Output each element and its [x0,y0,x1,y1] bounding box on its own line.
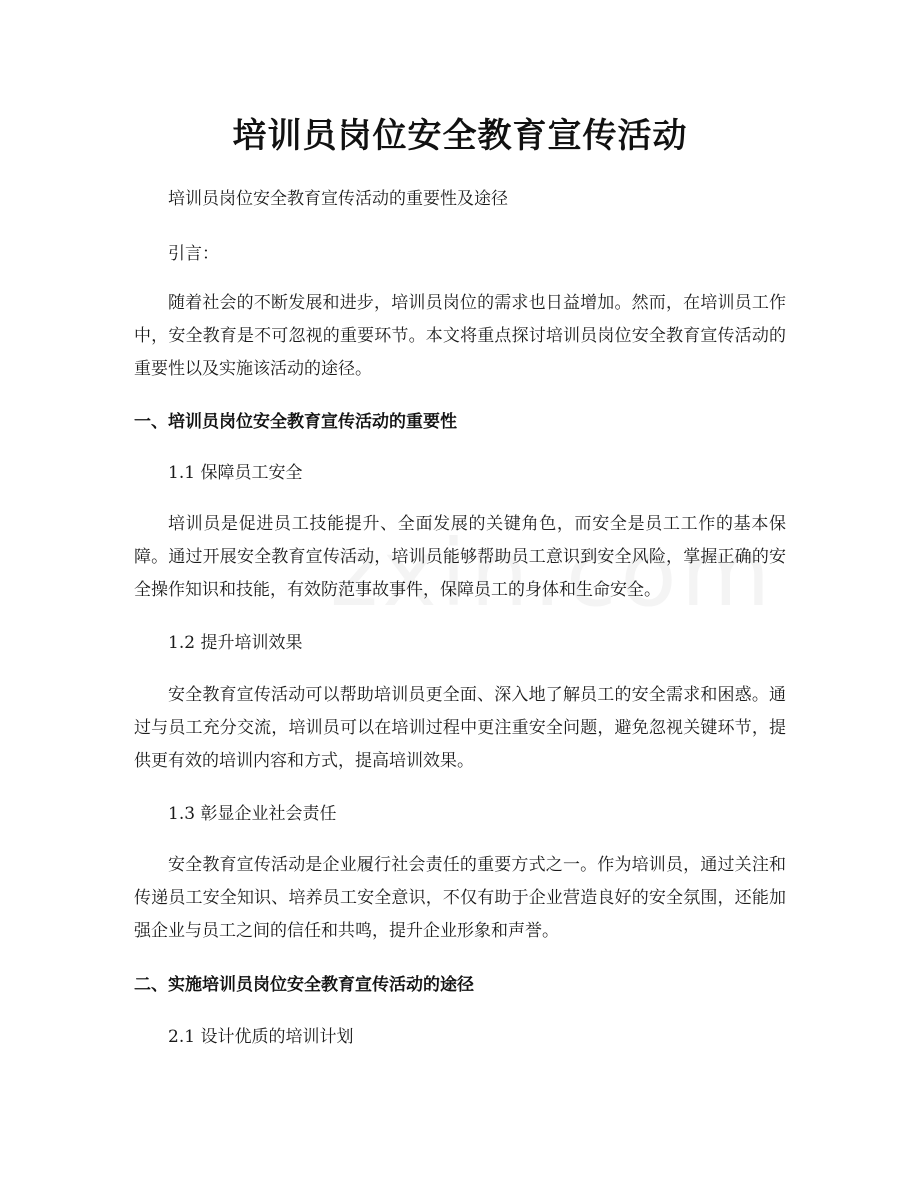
section1-sub3-paragraph: 安全教育宣传活动是企业履行社会责任的重要方式之一。作为培训员，通过关注和传递员工安全知识、培养员工安全意识，不仅有助于企业营造良好的安全氛围，还能加强企业与员工之间的信任和共鸣，提升企业形象和声誉。 [134,855,786,941]
document-title: 培训员岗位安全教育宣传活动 [232,116,688,156]
section1-sub2-paragraph: 安全教育宣传活动可以帮助培训员更全面、深入地了解员工的安全需求和困惑。通过与员工充分交流，培训员可以在培训过程中更注重安全问题，避免忽视关键环节，提供更有效的培训内容和方式，提高培训效果。 [134,685,786,771]
section1-sub2-heading: 1.2 提升培训效果 [168,633,303,653]
intro-paragraph: 随着社会的不断发展和进步，培训员岗位的需求也日益增加。然而，在培训员工作中，安全教育是不可忽视的重要环节。本文将重点探讨培训员岗位安全教育宣传活动的重要性以及实施该活动的途径。 [134,293,786,379]
section1-heading: 一、培训员岗位安全教育宣传活动的重要性 [134,412,457,432]
subtitle-paragraph: 培训员岗位安全教育宣传活动的重要性及途径 [168,189,508,209]
section1-sub1-paragraph: 培训员是促进员工技能提升、全面发展的关键角色，而安全是员工工作的基本保障。通过开展安全教育宣传活动，培训员能够帮助员工意识到安全风险，掌握正确的安全操作知识和技能，有效防范事故事件，保障员工的身体和生命安全。 [134,514,786,600]
section2-sub1-heading: 2.1 设计优质的培训计划 [168,1027,354,1047]
section1-sub1-heading: 1.1 保障员工安全 [168,463,303,483]
section2-heading: 二、实施培训员岗位安全教育宣传活动的途径 [134,975,474,995]
intro-label: 引言： [168,244,219,264]
section1-sub3-heading: 1.3 彰显企业社会责任 [168,804,337,824]
